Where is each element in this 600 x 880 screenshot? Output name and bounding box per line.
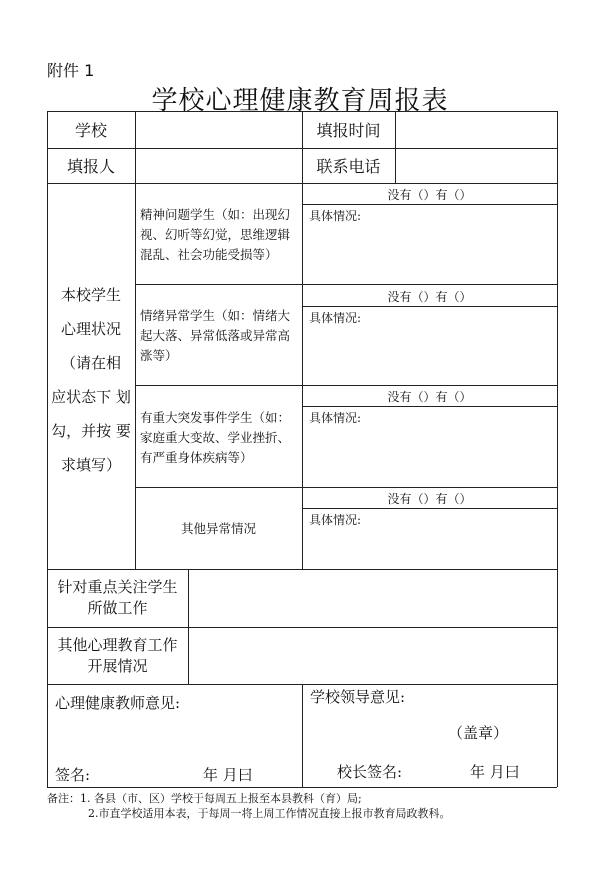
note-line-2: 2.市直学校适用本表，于每周一将上周工作情况直接上报市教育局政教科。 — [88, 807, 451, 820]
other-work-label: 其他心理教育工作 开展情况 — [57, 635, 178, 675]
focus-students-work-field[interactable] — [189, 570, 556, 626]
note-line-1: 备注：1. 各县（市、区）学校于每周五上报至本县教科（育）局; — [47, 792, 362, 805]
report-time-field[interactable] — [395, 111, 557, 148]
phone-label: 联系电话 — [316, 157, 381, 176]
teacher-opinion-field[interactable] — [48, 710, 301, 760]
other-work-field[interactable] — [189, 628, 556, 683]
detail-field-1[interactable] — [303, 205, 556, 283]
report-time-label: 填报时间 — [316, 121, 381, 140]
detail-label-1: 具体情况: — [309, 209, 362, 223]
yes-no-checkbox-3[interactable]: 没有（）有（） — [387, 389, 472, 404]
seal-label: （盖章） — [448, 724, 509, 742]
annex-label: 附件 1 — [47, 61, 95, 80]
yes-no-checkbox-1[interactable]: 没有（）有（） — [387, 187, 472, 202]
yes-no-checkbox-2[interactable]: 没有（）有（） — [387, 289, 472, 304]
leader-opinion-field[interactable] — [303, 705, 556, 755]
detail-label-4: 具体情况: — [309, 513, 362, 527]
phone-field[interactable] — [395, 148, 557, 183]
student-status-side-label: 本校学生 心理状况 （请在相 应状态下 划 勾，并按 要 求填写） — [51, 286, 131, 474]
detail-label-2: 具体情况: — [309, 311, 362, 325]
reporter-field[interactable] — [135, 148, 302, 183]
teacher-opinion-label: 心理健康教师意见: — [55, 694, 181, 712]
form-title: 学校心理健康教育周报表 — [151, 86, 449, 116]
detail-field-4[interactable] — [303, 509, 556, 568]
principal-sign-label: 校长签名: — [337, 763, 403, 781]
school-label: 学校 — [74, 121, 107, 140]
detail-label-3: 具体情况: — [309, 411, 362, 425]
principal-date-label: 年 月曰 — [470, 763, 520, 781]
detail-field-3[interactable] — [303, 407, 556, 486]
teacher-sign-label: 签名: — [55, 766, 91, 784]
reporter-label: 填报人 — [66, 157, 115, 176]
category-other-abnormal: 其他异常情况 — [180, 520, 256, 536]
leader-opinion-label: 学校领导意见: — [310, 688, 406, 706]
yes-no-checkbox-4[interactable]: 没有（）有（） — [387, 491, 472, 506]
focus-students-work-label: 针对重点关注学生 所做工作 — [57, 578, 178, 617]
category-emotional-abnormal: 情绪异常学生（如：情绪大 起大落、异常低落或异常高 涨等） — [140, 308, 291, 363]
category-major-event: 有重大突发事件学生（如： 家庭重大变故、学业挫折、 有严重身体疾病等） — [140, 410, 291, 465]
category-mental-problem: 精神问题学生（如：出现幻 视、幻听等幻觉，思维逻辑 混乱、社会功能受损等） — [140, 207, 291, 262]
detail-field-2[interactable] — [303, 307, 556, 384]
school-field[interactable] — [135, 111, 302, 148]
teacher-date-label: 年 月曰 — [203, 766, 253, 784]
